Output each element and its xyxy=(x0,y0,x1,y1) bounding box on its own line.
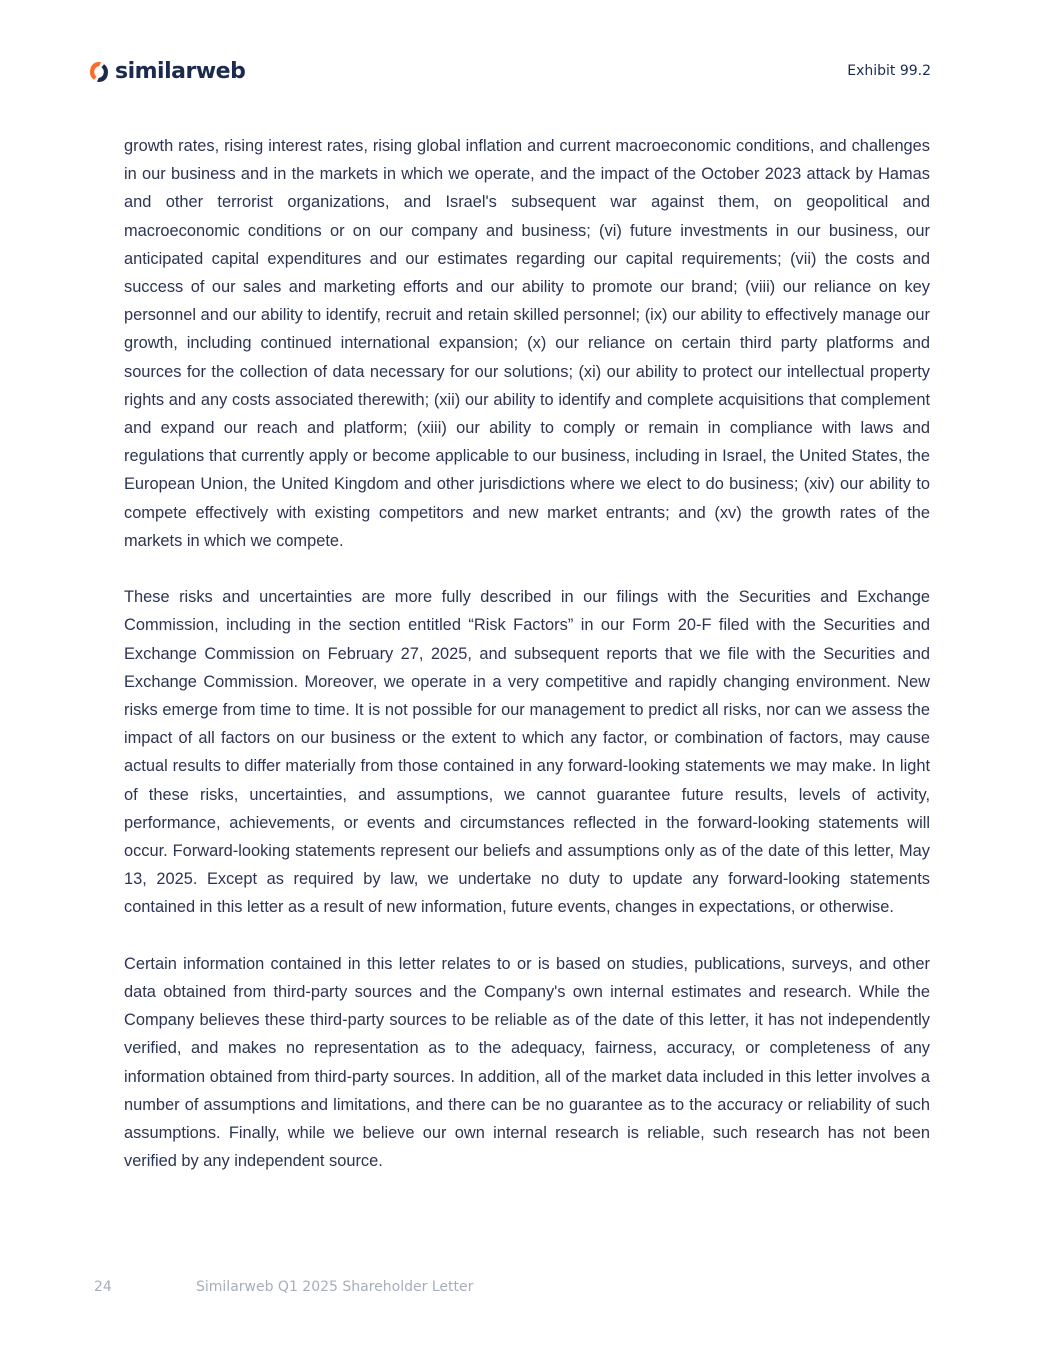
page-footer xyxy=(94,1279,473,1295)
paragraph-risk-list: growth rates, rising interest rates, rising global inflation and current macroeconomic conditions, and challenges in our business and in the markets in which we operate, and the impact of the October 2023 attack by Hamas and other terrorist organizations, and Israel's subsequent war against them, on geopolitical and macroeconomic conditions or on our company and business; (vi) future investments in our business, our anticipated capital expenditures and our estimates regarding our capital requirements; (vii) the costs and success of our sales and marketing efforts and our ability to promote our brand; (viii) our reliance on key personnel and our ability to identify, recruit and retain skilled personnel; (ix) our ability to effectively manage our growth, including continued international expansion; (x) our reliance on certain third party platforms and sources for the collection of data necessary for our solutions; (xi) our ability to protect our intellectual property rights and any costs associated therewith; (xii) our ability to identify and complete acquisitions that complement and expand our reach and platform; (xiii) our ability to comply or remain in compliance with laws and regulations that currently apply or become applicable to our business, including in Israel, the United States, the European Union, the United Kingdom and other jurisdictions where we elect to do business; (xiv) our ability to compete effectively with existing competitors and new market entrants; and (xv) the growth rates of the markets in which we compete. xyxy=(124,137,930,550)
paragraph-third-party-data: Certain information contained in this letter relates to or is based on studies, publications, surveys, and other data obtained from third-party sources and the Company's own internal estimates and research. While the Company believes these third-party sources to be reliable as of the date of this letter, it has not independently verified, and makes no representation as to the adequacy, fairness, accuracy, or completeness of any information obtained from third-party sources. In addition, all of the market data included in this letter involves a number of assumptions and limitations, and there can be no guarantee as to the accuracy or reliability of such assumptions. Finally, while we believe our own internal research is reliable, such research has not been verified by any independent source. xyxy=(124,954,930,1171)
page-number: 24 xyxy=(94,1279,112,1295)
letter-body xyxy=(124,132,930,1204)
document-title: Similarweb Q1 2025 Shareholder Letter xyxy=(196,1279,474,1295)
exhibit-label: Exhibit 99.2 xyxy=(847,63,931,79)
brand-name: similarweb xyxy=(115,59,246,84)
similarweb-logo-icon xyxy=(88,60,110,84)
brand-logo xyxy=(88,58,245,86)
paragraph-risk-uncertainties: These risks and uncertainties are more fully described in our filings with the Securities and Exchange Commission, including in the section entitled “Risk Factors” in our Form 20-F filed with the Securities and Exchange Commission on February 27, 2025, and subsequent reports that we file with the Securities and Exchange Commission. Moreover, we operate in a very competitive and rapidly changing environment. New risks emerge from time to time. It is not possible for our management to predict all risks, nor can we assess the impact of all factors on our business or the extent to which any factor, or combination of factors, may cause actual results to differ materially from those contained in any forward-looking statements we may make. In light of these risks, uncertainties, and assumptions, we cannot guarantee future results, levels of activity, performance, achievements, or events and circumstances reflected in the forward-looking statements will occur. Forward-looking statements represent our beliefs and assumptions only as of the date of this letter, May 13, 2025. Except as required by law, we undertake no duty to update any forward-looking statements contained in this letter as a result of new information, future events, changes in expectations, or otherwise. xyxy=(124,588,930,917)
page-header xyxy=(88,58,931,88)
